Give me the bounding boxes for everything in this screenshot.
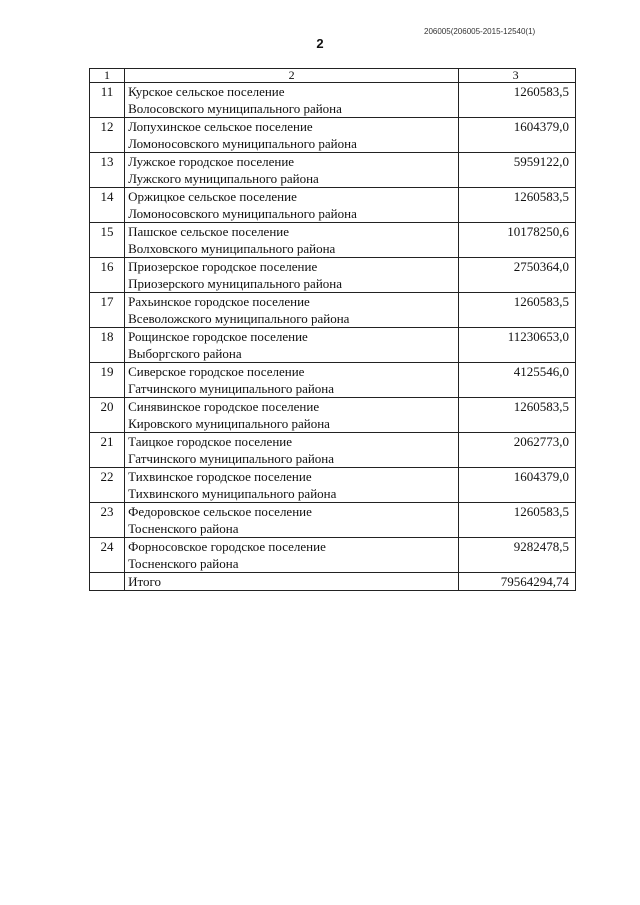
settlement-name: Федоровское сельское поселение Тосненского района (125, 503, 459, 538)
page-number: 2 (316, 36, 324, 51)
settlement-name: Сиверское городское поселение Гатчинского муниципального района (125, 363, 459, 398)
column-header: 1 (90, 69, 125, 83)
settlement-name: Рощинское городское поселение Выборгского района (125, 328, 459, 363)
table-row (90, 503, 576, 538)
row-number: 23 (90, 503, 125, 538)
table-row (90, 538, 576, 573)
row-number: 13 (90, 153, 125, 188)
settlement-name: Рахьинское городское поселение Всеволожского муниципального района (125, 293, 459, 328)
table-header-row (90, 69, 576, 83)
amount-value: 1604379,0 (459, 118, 576, 153)
settlement-name: Таицкое городское поселение Гатчинского муниципального района (125, 433, 459, 468)
table-row (90, 328, 576, 363)
table-row (90, 363, 576, 398)
table-row (90, 223, 576, 258)
settlement-name: Курское сельское поселение Волосовского муниципального района (125, 83, 459, 118)
row-number: 14 (90, 188, 125, 223)
amount-value: 1260583,5 (459, 83, 576, 118)
amount-value: 5959122,0 (459, 153, 576, 188)
table-row (90, 83, 576, 118)
amount-value: 1260583,5 (459, 293, 576, 328)
amount-value: 11230653,0 (459, 328, 576, 363)
total-label: Итого (125, 573, 459, 591)
amount-value: 2750364,0 (459, 258, 576, 293)
row-number: 19 (90, 363, 125, 398)
amount-value: 10178250,6 (459, 223, 576, 258)
total-number-cell (90, 573, 125, 591)
settlement-name: Форносовское городское поселение Тосненского района (125, 538, 459, 573)
amount-value: 1604379,0 (459, 468, 576, 503)
table-row (90, 433, 576, 468)
row-number: 15 (90, 223, 125, 258)
row-number: 16 (90, 258, 125, 293)
settlement-name: Лопухинское сельское поселение Ломоносовского муниципального района (125, 118, 459, 153)
settlement-name: Приозерское городское поселение Приозерского муниципального района (125, 258, 459, 293)
document-id: 206005(206005-2015-12540(1) (424, 27, 536, 36)
settlement-name: Лужское городское поселение Лужского муниципального района (125, 153, 459, 188)
amount-value: 1260583,5 (459, 188, 576, 223)
table-row (90, 398, 576, 433)
amount-value: 9282478,5 (459, 538, 576, 573)
total-row (90, 573, 576, 591)
row-number: 11 (90, 83, 125, 118)
row-number: 22 (90, 468, 125, 503)
allocation-table (89, 68, 576, 591)
column-header: 2 (125, 69, 459, 83)
amount-value: 1260583,5 (459, 503, 576, 538)
table-row (90, 293, 576, 328)
amount-value: 2062773,0 (459, 433, 576, 468)
row-number: 17 (90, 293, 125, 328)
settlement-name: Синявинское городское поселение Кировского муниципального района (125, 398, 459, 433)
amount-value: 4125546,0 (459, 363, 576, 398)
table-row (90, 258, 576, 293)
table-row (90, 468, 576, 503)
table-row (90, 118, 576, 153)
row-number: 12 (90, 118, 125, 153)
row-number: 24 (90, 538, 125, 573)
table-row (90, 188, 576, 223)
table-row (90, 153, 576, 188)
settlement-name: Пашское сельское поселение Волховского муниципального района (125, 223, 459, 258)
amount-value: 1260583,5 (459, 398, 576, 433)
row-number: 18 (90, 328, 125, 363)
row-number: 21 (90, 433, 125, 468)
column-header: 3 (459, 69, 576, 83)
row-number: 20 (90, 398, 125, 433)
settlement-name: Тихвинское городское поселение Тихвинского муниципального района (125, 468, 459, 503)
total-value: 79564294,74 (459, 573, 576, 591)
settlement-name: Оржицкое сельское поселение Ломоносовского муниципального района (125, 188, 459, 223)
